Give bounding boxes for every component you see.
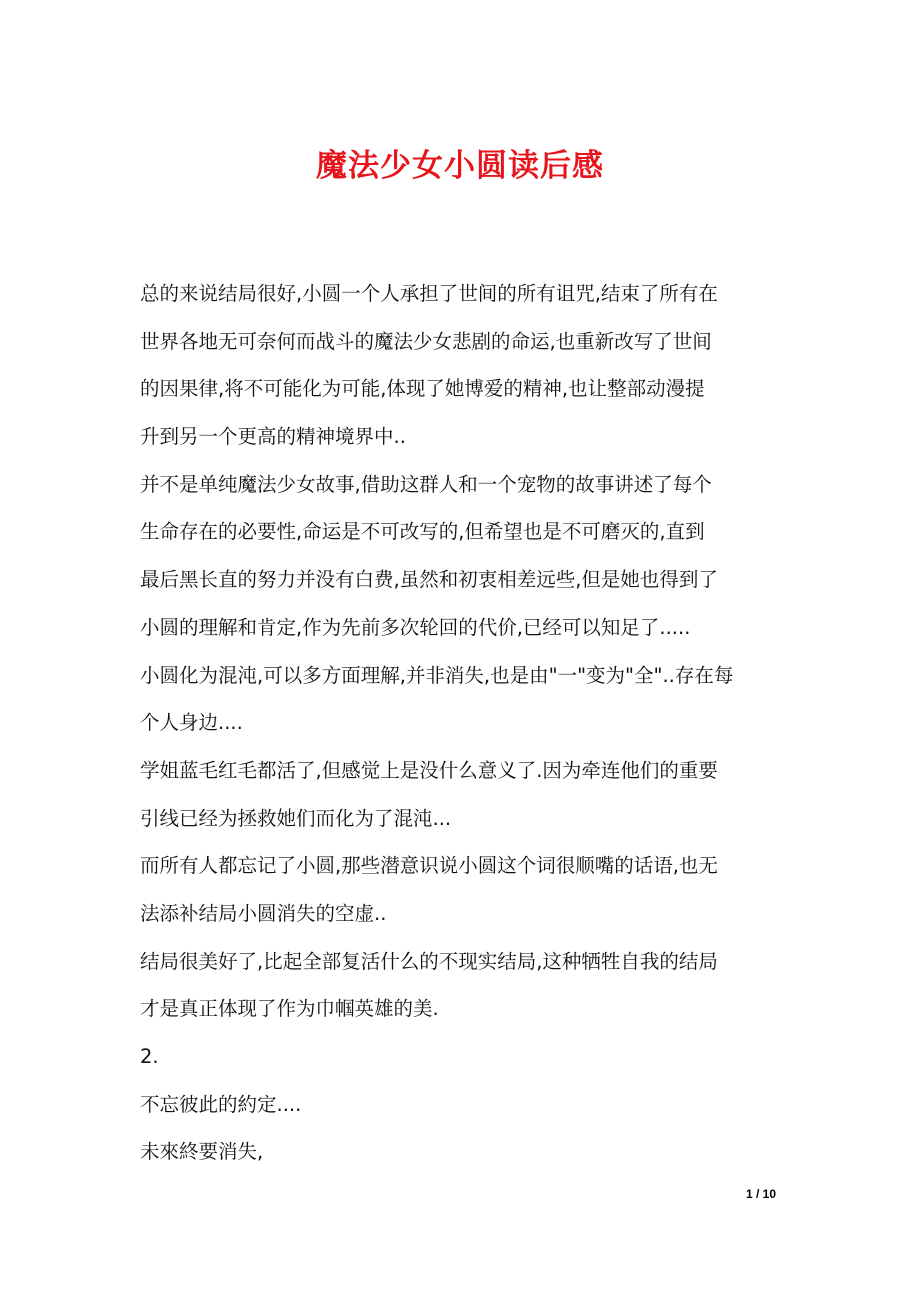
text-line: 世界各地无可奈何而战斗的魔法少女悲剧的命运,也重新改写了世间 <box>140 329 712 353</box>
text-line: 并不是单纯魔法少女故事,借助这群人和一个宠物的故事讲述了每个 <box>140 472 712 496</box>
text-line: 的因果律,将不可能化为可能,体现了她博爱的精神,也让整部动漫提 <box>140 377 705 401</box>
text-line: 最后黑长直的努力并没有白费,虽然和初衷相差远些,但是她也得到了 <box>140 568 718 592</box>
text-line: 学姐蓝毛红毛都活了,但感觉上是没什么意义了.因为牵连他们的重要 <box>140 758 718 782</box>
text-line: 个人身边.... <box>140 711 243 735</box>
document-title: 魔法少女小圆读后感 <box>316 148 604 184</box>
text-line: 小圆的理解和肯定,作为先前多次轮回的代价,已经可以知足了..... <box>140 615 691 639</box>
text-line: 小圆化为混沌,可以多方面理解,并非消失,也是由"一"变为"全"..存在每 <box>140 663 734 687</box>
text-line: 2. <box>140 1045 159 1068</box>
text-line: 才是真正体现了作为巾帼英雄的美. <box>140 997 439 1021</box>
text-line: 未來終要消失, <box>140 1140 264 1164</box>
text-line: 结局很美好了,比起全部复活什么的不现实结局,这种牺牲自我的结局 <box>140 949 718 973</box>
page-number: 1 / 10 <box>746 1187 777 1201</box>
text-line: 不忘彼此的約定.... <box>140 1092 302 1116</box>
text-line: 总的来说结局很好,小圆一个人承担了世间的所有诅咒,结束了所有在 <box>140 282 718 305</box>
text-line: 升到另一个更高的精神境界中.. <box>140 425 406 449</box>
text-line: 引线已经为拯救她们而化为了混沌... <box>140 806 452 830</box>
document-body <box>140 270 785 1176</box>
text-line: 法添补结局小圆消失的空虚.. <box>140 901 387 925</box>
text-line: 生命存在的必要性,命运是不可改写的,但希望也是不可磨灭的,直到 <box>140 520 705 544</box>
text-line: 而所有人都忘记了小圆,那些潜意识说小圆这个词很顺嘴的话语,也无 <box>140 854 718 878</box>
